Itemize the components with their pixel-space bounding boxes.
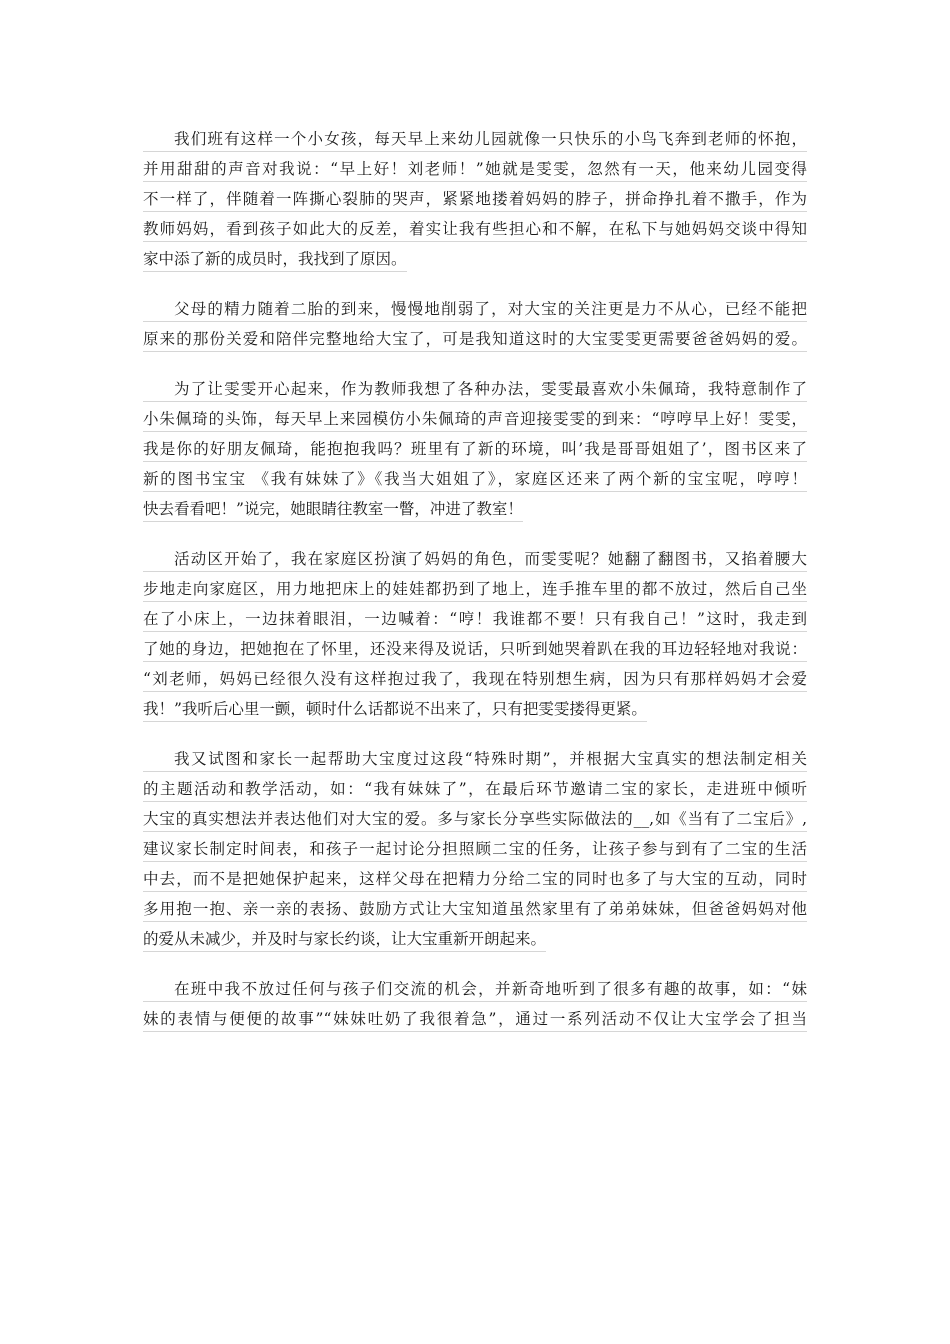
text-line: 在班中我不放过任何与孩子们交流的机会，并新奇地听到了很多有趣的故事，如：“妹: [143, 978, 807, 1002]
paragraph-2: [143, 298, 807, 352]
text-line: 原来的那份关爱和陪伴完整地给大宝了，可是我知道这时的大宝雯雯更需要爸爸妈妈的爱。: [143, 328, 807, 352]
paragraph-3: [143, 378, 807, 522]
text-line: 家中添了新的成员时，我找到了原因。: [143, 248, 407, 272]
text-line: 中去，而不是把她保护起来，这样父母在把精力分给二宝的同时也多了与大宝的互动，同时: [143, 868, 807, 892]
text-line: 小朱佩琦的头饰，每天早上来园模仿小朱佩琦的声音迎接雯雯的到来：“哼哼早上好！雯雯，: [143, 408, 807, 432]
text-line: 快去看看吧！”说完，她眼睛往教室一瞥，冲进了教室！: [143, 498, 523, 522]
paragraph-4: [143, 548, 807, 722]
text-line: 的爱从未减少，并及时与家长约谈，让大宝重新开朗起来。: [143, 928, 546, 952]
paragraph-5: [143, 748, 807, 952]
text-line: 活动区开始了，我在家庭区扮演了妈妈的角色，而雯雯呢？她翻了翻图书，又掐着腰大: [143, 548, 807, 572]
text-line: 大宝的真实想法并表达他们对大宝的爱。多与家长分享些实际做法的__,如《当有了二宝后》,: [143, 808, 807, 832]
text-line: 我是你的好朋友佩琦，能抱抱我吗？班里有了新的环境，叫’我是哥哥姐姐了’，图书区来了: [143, 438, 807, 462]
text-line: 我又试图和家长一起帮助大宝度过这段“特殊时期”，并根据大宝真实的想法制定相关: [143, 748, 807, 772]
text-line: 我！”我听后心里一颤，顿时什么话都说不出来了，只有把雯雯搂得更紧。: [143, 698, 647, 722]
text-line: 的主题活动和教学活动，如：“我有妹妹了”，在最后环节邀请二宝的家长，走进班中倾听: [143, 778, 807, 802]
paragraph-1: [143, 128, 807, 272]
text-line: 并用甜甜的声音对我说：“早上好！刘老师！”她就是雯雯，忽然有一天，他来幼儿园变得: [143, 158, 807, 182]
text-line: 妹的表情与便便的故事”“妹妹吐奶了我很着急”，通过一系列活动不仅让大宝学会了担当: [143, 1008, 807, 1032]
text-line: 父母的精力随着二胎的到来，慢慢地削弱了，对大宝的关注更是力不从心，已经不能把: [143, 298, 807, 322]
text-line: 在了小床上，一边抹着眼泪，一边喊着：“哼！我谁都不要！只有我自己！”这时，我走到: [143, 608, 807, 632]
text-line: 步地走向家庭区，用力地把床上的娃娃都扔到了地上，连手推车里的都不放过，然后自己坐: [143, 578, 807, 602]
document-body: [143, 128, 807, 1058]
paragraph-6: [143, 978, 807, 1032]
text-line: 了她的身边，把她抱在了怀里，还没来得及说话，只听到她哭着趴在我的耳边轻轻地对我说：: [143, 638, 807, 662]
text-line: 建议家长制定时间表，和孩子一起讨论分担照顾二宝的任务，让孩子参与到有了二宝的生活: [143, 838, 807, 862]
text-line: 不一样了，伴随着一阵撕心裂肺的哭声，紧紧地搂着妈妈的脖子，拼命挣扎着不撒手，作为: [143, 188, 807, 212]
text-line: 教师妈妈，看到孩子如此大的反差，着实让我有些担心和不解，在私下与她妈妈交谈中得知: [143, 218, 807, 242]
text-line: 为了让雯雯开心起来，作为教师我想了各种办法，雯雯最喜欢小朱佩琦，我特意制作了: [143, 378, 807, 402]
text-line: 我们班有这样一个小女孩，每天早上来幼儿园就像一只快乐的小鸟飞奔到老师的怀抱，: [143, 128, 807, 152]
text-line: 新的图书宝宝 《我有妹妹了》《我当大姐姐了》，家庭区还来了两个新的宝宝呢，哼哼！: [143, 468, 807, 492]
text-line: “刘老师，妈妈已经很久没有这样抱过我了，我现在特别想生病，因为只有那样妈妈才会爱: [143, 668, 807, 692]
text-line: 多用抱一抱、亲一亲的表扬、鼓励方式让大宝知道虽然家里有了弟弟妹妹，但爸爸妈妈对他: [143, 898, 807, 922]
